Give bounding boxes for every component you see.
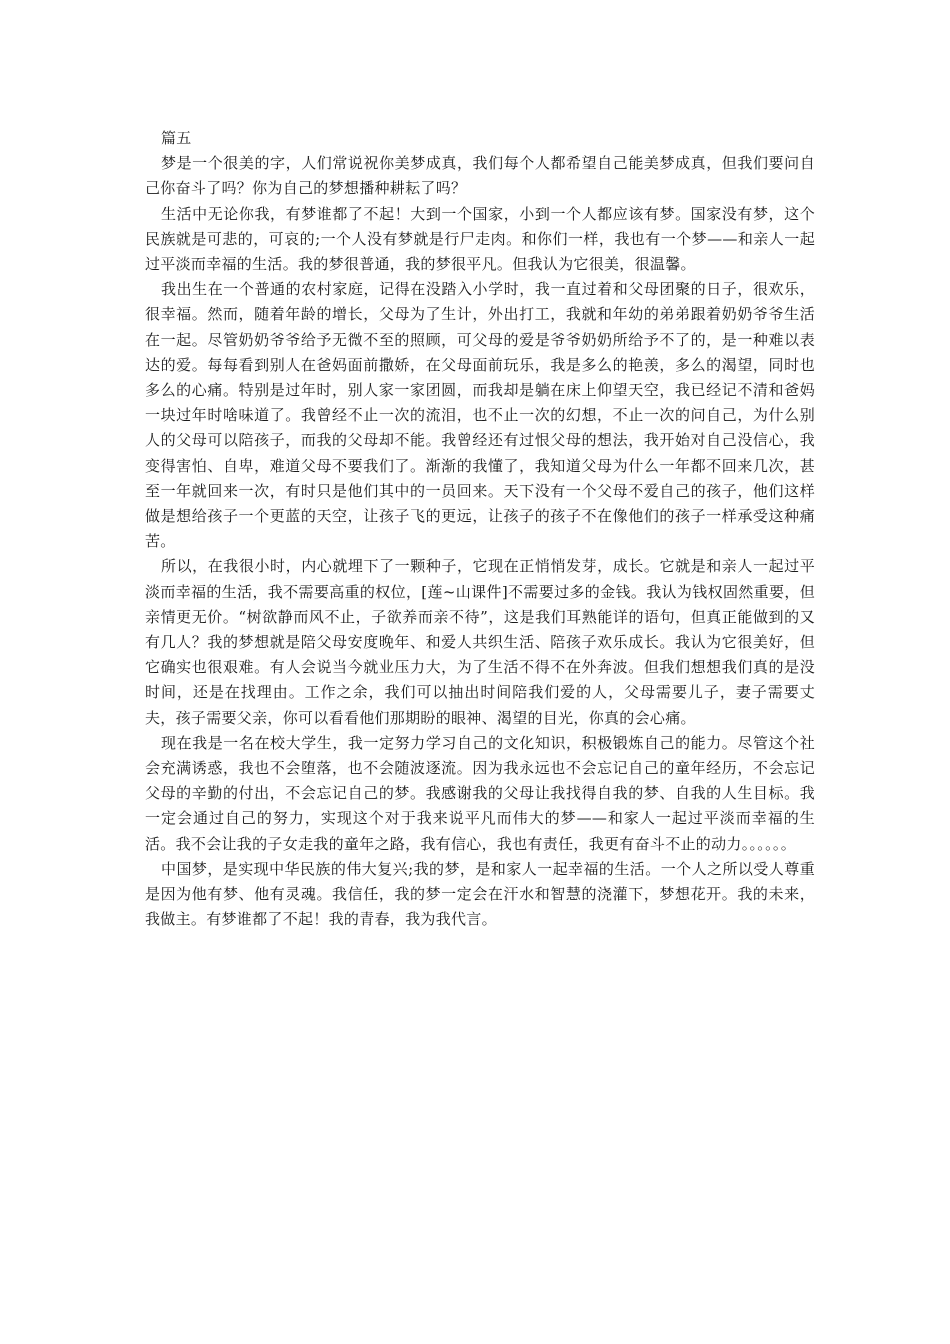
paragraph-1: 梦是一个很美的字，人们常说祝你美梦成真，我们每个人都希望自己能美梦成真，但我们要问自己你奋斗了吗？你为自己的梦想播种耕耘了吗？ <box>145 154 815 198</box>
document-body <box>145 126 815 933</box>
paragraph-5: 现在我是一名在校大学生，我一定努力学习自己的文化知识，积极锻炼自己的能力。尽管这个社会充满诱惑，我也不会堕落，也不会随波逐流。因为我永远也不会忘记自己的童年经历，不会忘记父母的辛勤的付出，不会忘记自己的梦。我感谢我的父母让我找得自我的梦、自我的人生目标。我一定会通过自己的努力，实现这个对于我来说平凡而伟大的梦——和家人一起过平淡而幸福的生活。我不会让我的子女走我的童年之路，我有信心，我也有责任，我更有奋斗不止的动力。。。。。。 <box>145 733 815 853</box>
paragraph-2: 生活中无论你我，有梦谁都了不起！大到一个国家，小到一个人都应该有梦。国家没有梦，这个民族就是可悲的，可哀的;一个人没有梦就是行尸走肉。和你们一样，我也有一个梦——和亲人一起过平淡而幸福的生活。我的梦很普通，我的梦很平凡。但我认为它很美，很温馨。 <box>145 204 815 274</box>
paragraph-4: 所以，在我很小时，内心就埋下了一颗种子，它现在正悄悄发芽，成长。它就是和亲人一起过平淡而幸福的生活，我不需要高重的权位，[莲~山课件]不需要过多的金钱。我认为钱权固然重要，但亲情更无价。“树欲静而风不止，子欲养而亲不待”，这是我们耳熟能详的语句，但真正能做到的又有几人？我的梦想就是陪父母安度晚年、和爱人共织生活、陪孩子欢乐成长。我认为它很美好，但它确实也很艰难。有人会说当今就业压力大，为了生活不得不在外奔波。但我们想想我们真的是没时间，还是在找理由。工作之余，我们可以抽出时间陪我们爱的人，父母需要儿子，妻子需要丈夫，孩子需要父亲，你可以看看他们那期盼的眼神、渴望的目光，你真的会心痛。 <box>145 557 815 727</box>
paragraph-6: 中国梦，是实现中华民族的伟大复兴;我的梦，是和家人一起幸福的生活。一个人之所以受人尊重是因为他有梦、他有灵魂。我信任，我的梦一定会在汗水和智慧的浇灌下，梦想花开。我的未来，我做主。有梦谁都了不起！我的青春，我为我代言。 <box>145 859 815 929</box>
paragraph-3: 我出生在一个普通的农村家庭，记得在没踏入小学时，我一直过着和父母团聚的日子，很欢乐，很幸福。然而，随着年龄的增长，父母为了生计，外出打工，我就和年幼的弟弟跟着奶奶爷爷生活在一起。尽管奶奶爷爷给予无微不至的照顾，可父母的爱是爷爷奶奶所给予不了的，是一种难以表达的爱。每每看到别人在爸妈面前撒娇，在父母面前玩乐，我是多么的艳羡，多么的渴望，同时也多么的心痛。特别是过年时，别人家一家团圆，而我却是躺在床上仰望天空，我已经记不清和爸妈一块过年时啥味道了。我曾经不止一次的流泪，也不止一次的幻想，不止一次的问自己，为什么别人的父母可以陪孩子，而我的父母却不能。我曾经还有过恨父母的想法，我开始对自己没信心，我变得害怕、自卑，难道父母不要我们了。渐渐的我懂了，我知道父母为什么一年都不回来几次，甚至一年就回来一次，有时只是他们其中的一员回来。天下没有一个父母不爱自己的孩子，他们这样做是想给孩子一个更蓝的天空，让孩子飞的更远，让孩子的孩子不在像他们的孩子一样承受这种痛苦。 <box>145 280 815 551</box>
section-heading: 篇五 <box>161 129 192 147</box>
